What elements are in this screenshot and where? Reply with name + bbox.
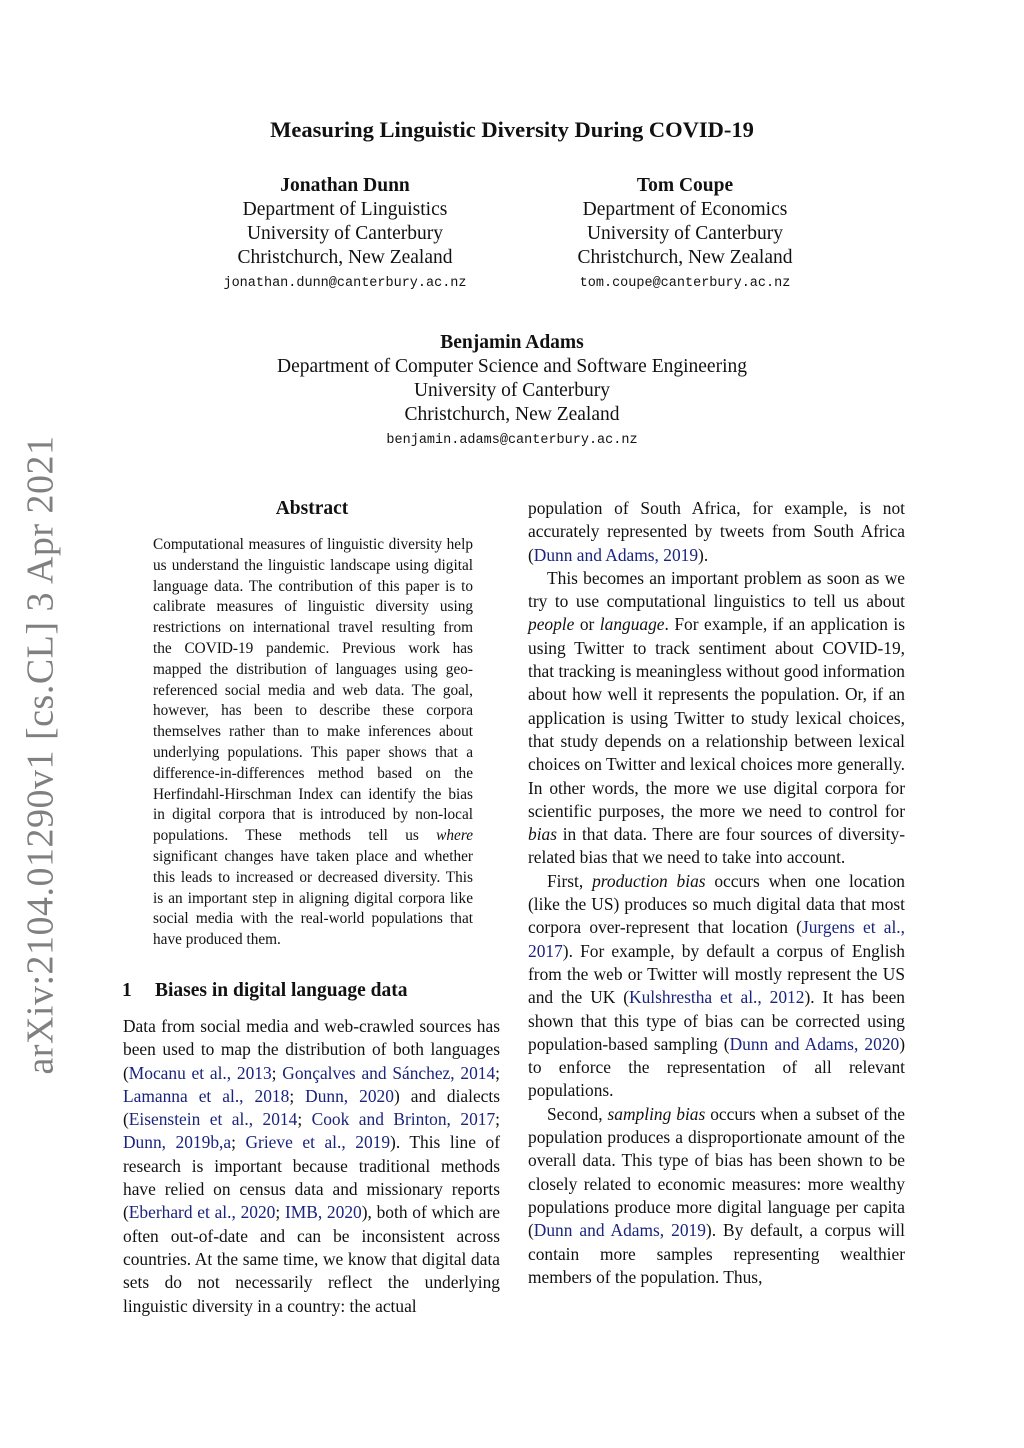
citation-link[interactable]: Lamanna et al., 2018 (123, 1085, 290, 1106)
left-column-body (123, 1015, 500, 1318)
author-department: Department of Linguistics (242, 199, 448, 220)
right-column-body (528, 497, 905, 1289)
arxiv-sidebar (16, 435, 66, 1075)
citation-link[interactable]: Kulshrestha et al., 2012 (629, 987, 805, 1008)
citation-link[interactable]: Gonçalves and Sánchez, 2014 (282, 1062, 496, 1083)
citation-link[interactable]: Dunn and Adams, 2020 (729, 1033, 900, 1054)
author-name: Jonathan Dunn (280, 175, 410, 196)
author-city: Christchurch, New Zealand (404, 404, 620, 425)
author-city: Christchurch, New Zealand (237, 247, 453, 268)
author-university: University of Canterbury (586, 223, 784, 244)
paragraph: First, production bias occurs when one location (like the US) produces so much digital data that most corpora over-represent that location (Jurgens et al., 2017). For example, by default a corpus of English from the web or Twitter will mostly represent the US and the UK (Kulshrestha et al., 2012). It has been shown that this type of bias can be corrected using population-based sampling (Dunn and Adams, 2020) to enforce the representation of all relevant populations. (528, 870, 906, 1101)
author-university: University of Canterbury (413, 380, 611, 401)
citation-link[interactable]: Dunn and Adams, 2019 (533, 1220, 706, 1241)
author-university: University of Canterbury (246, 223, 444, 244)
abstract-text: Computational measures of linguistic diversity help us understand the linguistic landscape using digital language data. The contribution of this paper is to calibrate measures of linguistic diversity using restrictions on international travel resulting from the COVID-19 pandemic. Previous work has mapped the distribution of languages using geo-referenced social media and web data. The goal, however, has been to describe these corpora themselves rather than to make inferences about underlying populations. This paper shows that a difference-in-differences method based on the Herfindahl-Hirschman Index can identify the bias in digital corpora that is introduced by non-local populations. These methods tell us where significant changes have taken place and whether this leads to increased or decreased diversity. This is an important step in aligning digital corpora like social media with the real-world populations that have produced them. (153, 536, 473, 949)
paragraph: This becomes an important problem as soon as we try to use computational linguistics to tell us about people or language. For example, if an application is using Twitter to track sentiment about COVID-19, that tracking is meaningless without good information about how well it represents the population. Or, if an application is using Twitter to study lexical choices, that study depends on a relationship between lexical choices on Twitter and lexical choices more generally. In other words, the more we use digital corpora for scientific purposes, the more we need to control for bias in that data. There are four sources of diversity-related bias that we need to take into account. (528, 567, 906, 868)
abstract-heading: Abstract (275, 498, 349, 519)
arxiv-id: arXiv:2104.01290v1 [cs.CL] 3 Apr 2021 (20, 435, 63, 1075)
author-block (530, 174, 840, 294)
citation-link[interactable]: Jurgens et al., 2017 (528, 917, 905, 961)
paragraph: Second, sampling bias occurs when a subset of the population produces a disproportionate amount of the overall data. This type of bias has been shown to be closely related to economic measures: more wealthy populations produce more digital language per capita (Dunn and Adams, 2019). By default, a corpus will contain more samples representing wealthier members of the population. Thus, (528, 1103, 905, 1287)
citation-link[interactable]: Dunn and Adams, 2019 (533, 544, 699, 565)
paragraph-continued: population of South Africa, for example, is not accurately represented by tweets from South Africa (Dunn and Adams, 2019). (528, 498, 905, 565)
citation-link[interactable]: IMB, 2020 (284, 1202, 362, 1223)
author-name: Tom Coupe (636, 175, 734, 196)
section-heading: 1 Biases in digital language data (122, 980, 408, 1001)
author-name: Benjamin Adams (440, 332, 584, 353)
citation-link[interactable]: Cook and Brinton, 2017 (311, 1109, 496, 1130)
author-email: benjamin.adams@canterbury.ac.nz (386, 433, 638, 448)
paper-title: Measuring Linguistic Diversity During COVID-19 (270, 117, 754, 142)
citation-link[interactable]: Dunn, 2019b,a (123, 1132, 232, 1153)
citation-link[interactable]: Eberhard et al., 2020 (128, 1202, 276, 1223)
citation-link[interactable]: Eisenstein et al., 2014 (128, 1109, 298, 1130)
paragraph: Data from social media and web-crawled sources has been used to map the distribution of both languages (Mocanu et al., 2013; Gonçalves and Sánchez, 2014; Lamanna et al., 2018; Dunn, 2020) and dialects (Eisenstein et al., 2014; Cook and Brinton, 2017; Dunn, 2019b,a; Grieve et al., 2019). This line of research is important because traditional methods have relied on census data and missionary reports (Eberhard et al., 2020; IMB, 2020), both of which are often out-of-date and can be inconsistent across countries. At the same time, we know that digital data sets do not necessarily reflect the underlying linguistic diversity in a country: the actual (123, 1016, 501, 1316)
author-email: jonathan.dunn@canterbury.ac.nz (223, 276, 467, 291)
citation-link[interactable]: Grieve et al., 2019 (245, 1132, 391, 1153)
citation-link[interactable]: Dunn, 2020 (305, 1085, 394, 1106)
author-city: Christchurch, New Zealand (577, 247, 793, 268)
author-department: Department of Computer Science and Software Engineering (276, 356, 747, 377)
author-block (212, 331, 812, 451)
author-department: Department of Economics (582, 199, 788, 220)
citation-link[interactable]: Mocanu et al., 2013 (128, 1062, 272, 1083)
author-block (190, 174, 500, 294)
author-email: tom.coupe@canterbury.ac.nz (579, 276, 791, 291)
